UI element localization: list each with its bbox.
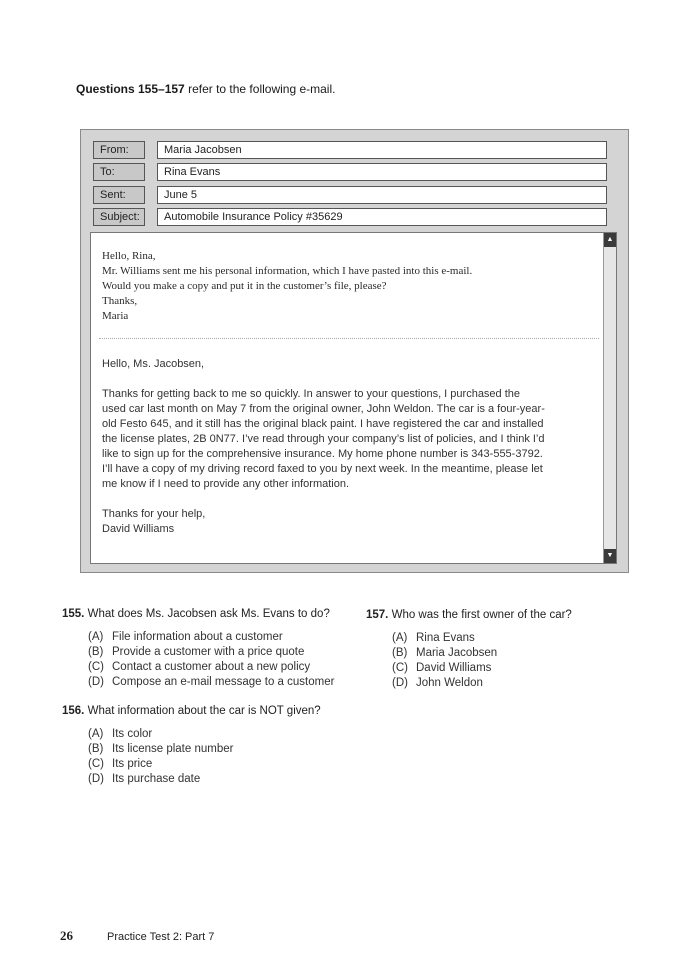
question-number: 155. <box>62 608 85 620</box>
question-156-options <box>88 727 233 787</box>
page-number: 26 <box>60 928 73 943</box>
question-text: What does Ms. Jacobsen ask Ms. Evans to do? <box>84 608 330 620</box>
page-footer <box>60 928 214 944</box>
message2-line: used car last month on May 7 from the original owner, John Weldon. The car is a four-year- <box>102 403 545 415</box>
question-157-options <box>392 631 497 691</box>
answer-option: (B) Provide a customer with a price quote <box>88 646 305 658</box>
message1-line: Mr. Williams sent me his personal information, which I have pasted into this e-mail. <box>102 265 473 277</box>
question-number: 156. <box>62 705 85 717</box>
question-155-options <box>88 630 334 690</box>
message2-line: like to sign up for the comprehensive insurance. My home phone number is 343-555-3792. <box>102 448 543 460</box>
sent-field: June 5 <box>157 186 607 204</box>
answer-option: (B) Its license plate number <box>88 743 234 755</box>
sent-row <box>93 186 613 204</box>
questions-intro <box>76 82 335 96</box>
answer-option: (D) John Weldon <box>392 677 483 689</box>
to-label: To: <box>93 163 145 181</box>
message-divider <box>99 338 599 339</box>
scroll-down-icon[interactable]: ▼ <box>604 549 616 563</box>
subject-field: Automobile Insurance Policy #35629 <box>157 208 607 226</box>
answer-option: (A) File information about a customer <box>88 631 283 643</box>
question-text: Who was the first owner of the car? <box>388 609 572 621</box>
message2-closing: Thanks for your help, <box>102 508 206 520</box>
question-157 <box>366 609 572 621</box>
message2-line: old Festo 645, and it still has the original black paint. I have registered the car and installed <box>102 418 544 430</box>
subject-label: Subject: <box>93 208 145 226</box>
answer-option: (C) Its price <box>88 758 153 770</box>
original-message <box>102 357 607 537</box>
answer-option: (C) Contact a customer about a new policy <box>88 661 311 673</box>
answer-option: (D) Its purchase date <box>88 773 201 785</box>
email-window <box>80 129 629 573</box>
message2-greeting: Hello, Ms. Jacobsen, <box>102 358 205 370</box>
sent-label: Sent: <box>93 186 145 204</box>
from-label: From: <box>93 141 145 159</box>
message2-line: me know if I need to provide any other information. <box>102 478 350 490</box>
answer-option: (C) David Williams <box>392 662 492 674</box>
answer-option: (B) Maria Jacobsen <box>392 647 498 659</box>
message2-signature: David Williams <box>102 523 175 535</box>
message1-line: Would you make a copy and put it in the customer’s file, please? <box>102 280 387 292</box>
from-row <box>93 141 613 159</box>
subject-row <box>93 208 613 226</box>
message1-signature: Maria <box>102 310 129 322</box>
message1-thanks: Thanks, <box>102 295 138 307</box>
message2-line: I’ll have a copy of my driving record faxed to you by next week. In the meantime, please let <box>102 463 543 475</box>
question-156 <box>62 705 321 717</box>
message-body <box>90 232 617 564</box>
question-text: What information about the car is NOT given? <box>84 705 321 717</box>
message2-line: Thanks for getting back to me so quickly. In answer to your questions, I purchased the <box>102 388 521 400</box>
forwarded-message <box>102 249 472 324</box>
to-field: Rina Evans <box>157 163 607 181</box>
question-number: 157. <box>366 609 389 621</box>
question-155 <box>62 608 330 620</box>
from-field: Maria Jacobsen <box>157 141 607 159</box>
answer-option: (D) Compose an e-mail message to a customer <box>88 676 335 688</box>
message1-greeting: Hello, Rina, <box>102 250 156 262</box>
answer-option: (A) Its color <box>88 728 153 740</box>
scroll-up-icon[interactable]: ▲ <box>604 233 616 247</box>
questions-range: Questions 155–157 <box>76 82 185 96</box>
section-title: Practice Test 2: Part 7 <box>107 931 215 943</box>
intro-text: refer to the following e-mail. <box>184 82 336 96</box>
answer-option: (A) Rina Evans <box>392 632 475 644</box>
message2-line: the license plates, 2B 0N77. I’ve read through your company’s list of policies, and I think I’d <box>102 433 545 445</box>
to-row <box>93 163 613 181</box>
message-scrollbar[interactable] <box>603 233 616 563</box>
